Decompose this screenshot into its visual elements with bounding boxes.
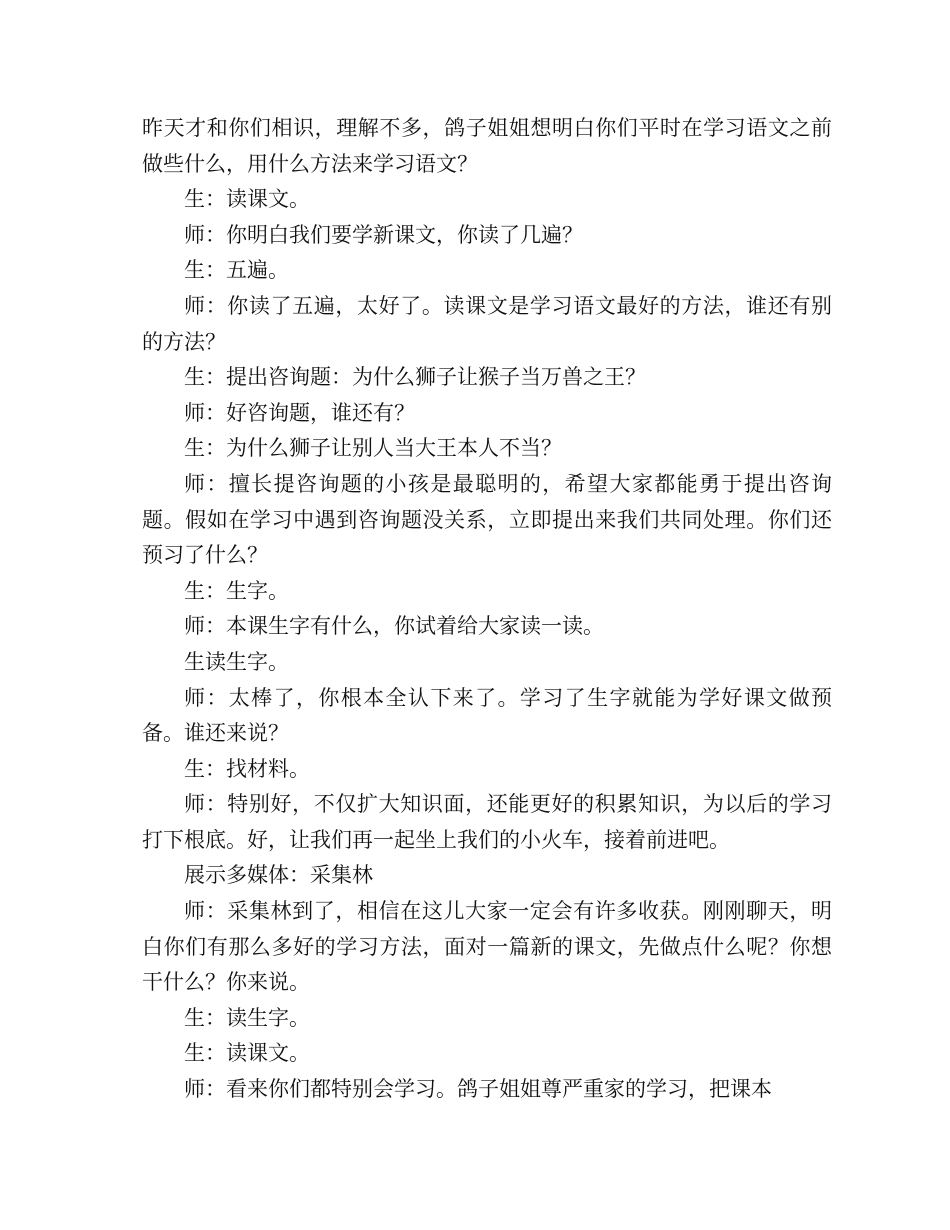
paragraph-student-reply: 生：读课文。 — [184, 1041, 310, 1066]
paragraph-student-reply: 生：为什么狮子让别人当大王本人不当？ — [184, 436, 562, 461]
document-body — [142, 111, 832, 1108]
paragraph-teacher-line: 师：本课生字有什么，你试着给大家读一读。 — [184, 614, 604, 639]
paragraph-teacher-line: 师：看来你们都特别会学习。鸽子姐姐尊严重家的学习，把课本 — [184, 1077, 772, 1102]
paragraph-teacher-line: 师：你读了五遍，太好了。读课文是学习语文最好的方法，谁还有别的方法？ — [142, 293, 832, 354]
paragraph-student-reply: 生：读课文。 — [184, 187, 310, 212]
paragraph-teacher-line: 师：你明白我们要学新课文，你读了几遍？ — [184, 222, 583, 247]
paragraph-teacher-line: 师：擅长提咨询题的小孩是最聪明的，希望大家都能勇于提出咨询题。假如在学习中遇到咨询题没关系，立即提出来我们共同处理。你们还预习了什么？ — [142, 471, 832, 568]
paragraph-stage-direction: 展示多媒体：采集林 — [184, 863, 373, 888]
paragraph-student-reply: 生：找材料。 — [184, 756, 310, 781]
paragraph-teacher-line: 师：太棒了，你根本全认下来了。学习了生字就能为学好课文做预备。谁还来说？ — [142, 685, 832, 746]
paragraph-continuation: 昨天才和你们相识，理解不多，鸽子姐姐想明白你们平时在学习语文之前做些什么，用什么方法来学习语文？ — [142, 116, 832, 176]
paragraph-student-reply: 生：读生字。 — [184, 1005, 310, 1030]
paragraph-student-reply: 生：生字。 — [184, 578, 289, 603]
paragraph-student-reply: 生：提出咨询题：为什么狮子让猴子当万兽之王？ — [184, 365, 646, 390]
paragraph-stage-direction: 生读生字。 — [184, 649, 289, 674]
paragraph-teacher-line: 师：采集林到了，相信在这儿大家一定会有许多收获。刚刚聊天，明白你们有那么多好的学习方法，面对一篇新的课文，先做点什么呢？你想干什么？你来说。 — [142, 899, 832, 995]
paragraph-teacher-line: 师：特别好，不仅扩大知识面，还能更好的积累知识，为以后的学习打下根底。好，让我们再一起坐上我们的小火车，接着前进吧。 — [142, 792, 832, 852]
paragraph-teacher-line: 师：好咨询题，谁还有？ — [184, 400, 415, 425]
paragraph-student-reply: 生：五遍。 — [184, 258, 289, 283]
